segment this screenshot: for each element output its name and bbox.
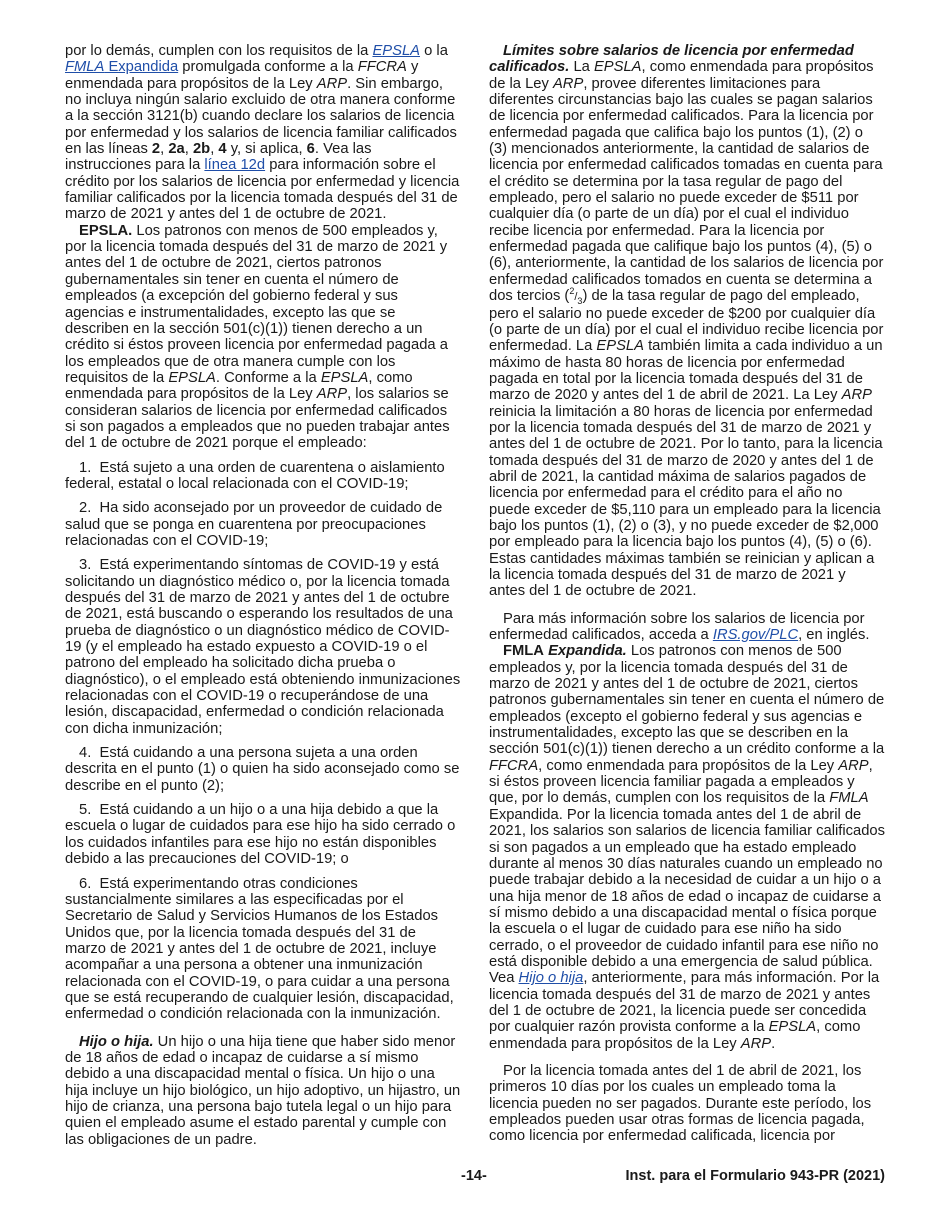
text-run: para información sobre el crédito por los salarios de licencia por enfermedad y licencia familiar calificados por la licencia tomada después del 31 de marzo de 2021 y antes del 1 de octubre de 2021. [65, 157, 460, 223]
hijo-heading: Hijo o hija. [79, 1033, 154, 1050]
expandida-link-text: Expandida [104, 59, 179, 76]
text-run: . Conforme a la [215, 369, 321, 386]
right-column [489, 43, 885, 1145]
fraction-numerator: 2 [569, 286, 575, 297]
text-run: también limita a cada individuo a un máximo de hasta 80 horas de licencia por enfermedad pagada en total por la licencia tomada después del 31 de marzo de 2020 y antes del 1 de abril de 2021. La Ley [489, 338, 883, 404]
list-item-2: 2. Ha sido aconsejado por un proveedor de cuidado de salud que se ponga en cuarentena por preocupaciones relacionadas con el COVID-19; [65, 500, 443, 549]
text-run: La [569, 59, 594, 76]
fraction-denominator: 3 [577, 296, 583, 307]
text-run: y, si aplica, [226, 141, 307, 158]
text-run: , como enmendada para propósitos de la Ley [538, 757, 839, 774]
italic-term: ARP [841, 387, 872, 404]
irs-plc-link[interactable] [713, 627, 798, 643]
text-run: , anteriormente, para más información. Por la licencia tomada después del 31 de marzo de 2021 y antes del 1 de octubre de 2021, la licencia puede ser concedida por cualquier razón provista conforme a la [489, 970, 880, 1036]
list-item-1: 1. Está sujeto a una orden de cuarentena o aislamiento federal, estatal o local relacionada con el COVID-19; [65, 459, 445, 492]
epsla-link-text: EPSLA [372, 43, 421, 59]
epsla-paragraph [65, 223, 461, 452]
hijo-o-hija-paragraph [65, 1034, 461, 1148]
text-run: , [160, 141, 169, 158]
bold-line-ref: 2a [168, 141, 185, 158]
italic-term: FMLA [829, 790, 869, 807]
text-run: Los patronos con menos de 500 empleados y, por la licencia tomada después del 31 de marzo de 2021 y antes del 1 de octubre de 2021, ciertos patronos gubernamentales sin tener en cuenta el número de empleados (excepto el gobierno federal y sus agencias e instrumentalidades, excepto las que se describen en la sección 501(c)(1)) tienen derecho a un crédito conforme a la [489, 643, 885, 758]
italic-term: EPSLA [596, 338, 644, 355]
fmla-heading: FMLA [503, 643, 544, 660]
irs-plc-link-text: IRS.gov/PLC [712, 627, 799, 644]
text-run: , como enmendada para propósitos de la Ley [489, 1019, 861, 1052]
text-run: , los salarios se consideran salarios de licencia por enfermedad calificados si son pagados a empleados que no pueden trabajar antes del 1 de octubre de 2021 porque el empleado: [65, 386, 450, 452]
fmla-expandida-link[interactable] [65, 59, 178, 75]
text-run: promulgada conforme a la [178, 59, 358, 76]
text-run: , [184, 141, 193, 158]
text-run: Para más información sobre los salarios de licencia por enfermedad calificados, acceda a [489, 610, 865, 644]
text-run: , si éstos proveen licencia familiar pagada a empleados y que, por lo demás, cumplen con los requisitos de la [489, 757, 873, 807]
text-run: o la [420, 43, 448, 59]
limites-paragraph [489, 43, 885, 600]
form-title: Inst. para el Formulario 943-PR (2021) [625, 1168, 885, 1184]
page-footer [0, 1168, 950, 1188]
italic-term: EPSLA [168, 369, 216, 386]
list-item-3: 3. Está experimentando síntomas de COVID-19 y está solicitando un diagnóstico médico o, por la licencia tomada después del 31 de marzo de 2021 y antes del 1 de octubre de 2021, está buscando o esperando los resultados de una prueba de diagnóstico o un diagnóstico médico de COVID-19 (y el empleado ha estado expuesto a COVID-19 o el patrono del empleado ha solicitado dicha prueba o diagnóstico), o el empleado está obteniendo inmunizaciones relacionadas con el COVID-19 o recuperándose de una lesión, discapacidad, enfermedad o condición relacionada con dicha inmunización; [65, 557, 461, 737]
italic-term: ARP [740, 1035, 772, 1052]
intro-paragraph [65, 43, 461, 223]
fmla-link-text: FMLA [65, 59, 105, 76]
text-run: Un hijo o una hija tiene que haber sido menor de 18 años de edad o incapaz de cuidarse a sí mismo debido a una discapacidad mental o física. Un hijo o una hija incluye un hijo biológico, un hijo adoptivo, un hijastro, un hijo de crianza, una persona bajo tutela legal o un hijo para quien el empleado asume el estado parental y cumple con las obligaciones de un padre. [65, 1033, 461, 1148]
italic-term: FFCRA [489, 757, 539, 774]
text-run: , como enmendada para propósitos de la Ley [489, 59, 874, 92]
left-column [65, 43, 461, 1148]
text-run: , como enmendada para propósitos de la Ley [65, 369, 413, 403]
hijo-o-hija-link-text: Hijo o hija [518, 970, 584, 987]
list-item-4: 4. Está cuidando a una persona sujeta a una orden descrita en el punto (1) o quien ha sido aconsejado como se describe en el punto (2); [65, 745, 460, 794]
text-run: , [210, 141, 219, 158]
expandida-heading: Expandida. [543, 643, 627, 660]
list-item-5: 5. Está cuidando a un hijo o a una hija debido a que la escuela o lugar de cuidados para ese hijo ha sido cerrado o los cuidados infantiles para ese hijo no están disponibles debido a las precauciones del COVID-19; o [65, 802, 456, 868]
epsla-link[interactable] [372, 43, 420, 59]
linea-12d-link[interactable]: línea 12d [204, 157, 266, 174]
hijo-o-hija-link[interactable] [519, 970, 584, 986]
bold-line-ref: 2 [151, 141, 161, 158]
bold-line-ref: 2b [192, 141, 211, 158]
licencia-antes-abril-paragraph: Por la licencia tomada antes del 1 de abril de 2021, los primeros 10 días por los cuales un empleado toma la licencia pueden no ser pagados. Durante este período, los empleados pueden usar otras formas de licencia pagada, como licencia por enfermedad calificada, licencia por [489, 1062, 872, 1145]
text-run: reinicia la limitación a 80 horas de licencia por enfermedad por la licencia tomada después del 31 de marzo de 2021 y antes del 1 de octubre de 2021. Por lo tanto, para la licencia tomada después del 31 de marzo de 2020 y antes del 1 de abril de 2021, la cantidad máxima de salarios pagados de licencia por enfermedad para el crédito para el año no puede exceder de $5,110 para un empleado para la licencia bajo los puntos (1), (2) o (3), y no puede exceder de $2,000 por empleado para la licencia bajo los puntos (4), (5) o (6). Estas cantidades máximas también se reinician y aplican a la licencia tomada después del 31 de marzo de 2021 y antes del 1 de octubre de 2021. [489, 403, 883, 600]
italic-term: EPSLA [593, 59, 642, 76]
italic-term: EPSLA [768, 1019, 817, 1036]
italic-term: FFCRA [357, 59, 407, 76]
text-run: y enmendada para propósitos de la Ley [65, 59, 419, 92]
fraction-slash: / [574, 291, 578, 304]
text-run: Expandida. Por la licencia tomada antes del 1 de abril de 2021, los salarios son salarios de licencia familiar calificados si son pagados a un empleado que ha estado empleado durante al menos 30 días naturales cuando un empleado no puede trabajar debido a la necesidad de cuidar a un hijo o a una hija menor de 18 años de edad o incapaz de cuidarse a sí mismo debido a una discapacidad mental o física porque la escuela o el lugar de cuidado para ese niño ha sido cerrado, o el proveedor de cuidado infantil para ese niño no está disponible debido a una emergencia de salud pública. Vea [489, 806, 885, 987]
limites-heading: Límites sobre salarios de licencia por enfermedad calificados. [489, 43, 854, 76]
epsla-heading: EPSLA. [79, 222, 133, 239]
page-number: -14- [461, 1168, 487, 1184]
bold-line-ref: 6 [306, 141, 315, 158]
italic-term: ARP [316, 75, 348, 92]
italic-term: ARP [838, 757, 869, 774]
text-run: . [771, 1035, 776, 1052]
bold-line-ref: 4 [218, 141, 227, 158]
mas-informacion-paragraph [489, 611, 885, 644]
italic-term: ARP [552, 75, 584, 92]
list-item-6: 6. Está experimentando otras condiciones sustancialmente similares a las especificadas por el Secretario de Salud y Servicios Humanos de los Estados Unidos que, por la licencia tomada después del 31 de marzo de 2021 y antes del 1 de octubre de 2021, incluye acompañar a una persona a obtener una inmunización relacionada con el COVID-19, o para cuidar a una persona que se está recuperando de cualquier lesión, discapacidad, enfermedad o condición relacionada con la inmunización. [65, 875, 454, 1023]
italic-term: EPSLA [320, 369, 369, 386]
text-run: . Sin embargo, no incluya ningún salario excluido de otra manera conforme a la sección 3121(b) cuando declare los salarios de licencia por enfermedad y los salarios de licencia familiar calificados en las líneas [65, 75, 457, 158]
text-run: por lo demás, cumplen con los requisitos de la [65, 43, 373, 59]
text-run: Los patronos con menos de 500 empleados y, por la licencia tomada después del 31 de marzo de 2021 y antes del 1 de octubre de 2021, ciertos patronos gubernamentales sin tener en cuenta el número de empleados (a excepción del gobierno federal y sus agencias e instrumentalidades, excepto las que se describen en la sección 501(c)(1)) tienen derecho a un crédito si éstos proveen licencia por enfermedad pagada a los empleados que de otra manera cumple con los requisitos de la [65, 222, 448, 386]
text-run: , provee diferentes limitaciones para diferentes circunstancias bajo las cuales se pagan salarios de licencia por enfermedad calificados. Para la licencia por enfermedad pagada que califica bajo los puntos (1), (2) o (3) mencionados anteriormente, la cantidad de salarios de licencia por enfermedad calificados tomadas en cuenta para el crédito se determina por la tasa regular de pago del empleado, pero el salario no puede exceder de $511 por cualquier día (o parte de un día) por el cual el individuo recibe licencia por enfermedad. Para la licencia por enfermedad pagada que califique bajo los puntos (4), (5) o (6), anteriormente, la cantidad de los salarios de licencia por enfermedad calificados tomados en cuenta se determina a dos tercios ( [489, 75, 884, 305]
italic-term: ARP [316, 386, 348, 403]
fmla-expandida-paragraph [489, 643, 885, 1052]
text-run: ) de la tasa regular de pago del empleado, pero el salario no puede exceder de $200 por cualquier día (o parte de un día) por el cual el individuo recibe licencia por enfermedad. La [489, 288, 884, 355]
text-run: , en inglés. [798, 627, 870, 644]
text-run: . Vea las instrucciones para la [65, 141, 372, 174]
